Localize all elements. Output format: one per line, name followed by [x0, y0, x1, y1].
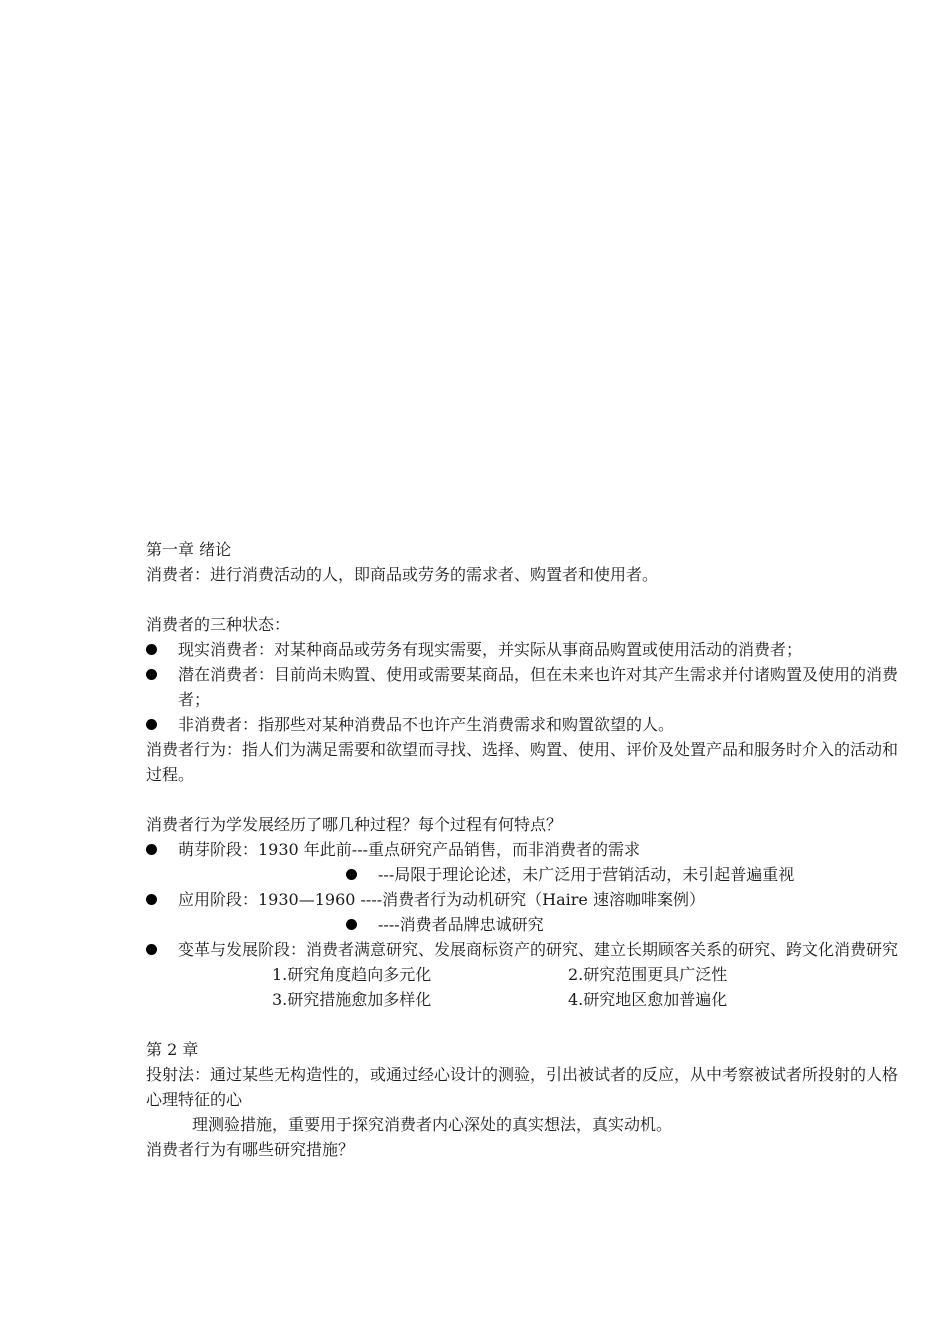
blank-line — [146, 787, 916, 812]
list-item — [146, 637, 898, 662]
blank-line — [146, 1012, 916, 1037]
list-item — [146, 712, 898, 737]
projective-definition: 投射法：通过某些无构造性的，或通过经心设计的测验，引出被试者的反应，从中考察被试者所投射的人格心理特征的心 — [146, 1065, 899, 1109]
bullet-icon — [146, 894, 157, 905]
stage-application-detail: ----消费者品牌忠诚研究 — [378, 915, 544, 934]
trend-item: 2.研究范围更具广泛性 — [568, 965, 728, 984]
consumer-definition: 消费者：进行消费活动的人，即商品或劳务的需求者、购置者和使用者。 — [146, 565, 659, 584]
behavior-definition: 消费者行为：指人们为满足需要和欲望而寻找、选择、购置、使用、评价及处置产品和服务时介入的活动和过程。 — [146, 740, 899, 784]
list-item — [146, 862, 916, 887]
trend-item: 3.研究措施愈加多样化 — [272, 990, 432, 1009]
list-item — [146, 662, 898, 712]
state-actual: 现实消费者：对某种商品或劳务有现实需要，并实际从事商品购置或使用活动的消费者； — [178, 640, 803, 659]
stage-sprout: 萌芽阶段：1930 年此前---重点研究产品销售，而非消费者的需求 — [178, 840, 641, 859]
chapter1-title: 第一章 绪论 — [146, 540, 232, 559]
projective-continuation: 理测验措施，重要用于探究消费者内心深处的真实想法，真实动机。 — [192, 1115, 673, 1134]
list-item — [146, 837, 916, 862]
state-potential: 潜在消费者：目前尚未购置、使用或需要某商品，但在未来也许对其产生需求并付诸购置及使用的消费者； — [178, 665, 899, 709]
bullet-icon — [146, 844, 157, 855]
methods-question: 消费者行为有哪些研究措施？ — [146, 1140, 355, 1159]
bullet-icon — [346, 869, 357, 880]
list-item — [146, 912, 916, 937]
trend-row — [146, 987, 916, 1012]
document-body — [146, 537, 916, 1162]
bullet-icon — [346, 919, 357, 930]
list-item — [146, 887, 916, 912]
trend-row — [146, 962, 916, 987]
bullet-icon — [146, 944, 157, 955]
bullet-icon — [146, 719, 157, 730]
states-heading: 消费者的三种状态： — [146, 615, 291, 634]
trend-item: 4.研究地区愈加普遍化 — [568, 990, 728, 1009]
stage-application: 应用阶段：1930—1960 ----消费者行为动机研究（Haire 速溶咖啡案例） — [178, 890, 705, 909]
state-non-consumer: 非消费者：指那些对某种消费品不也许产生消费需求和购置欲望的人。 — [178, 715, 675, 734]
bullet-icon — [146, 644, 157, 655]
list-item — [146, 937, 916, 962]
blank-line — [146, 587, 916, 612]
development-question: 消费者行为学发展经历了哪几种过程？每个过程有何特点？ — [146, 815, 563, 834]
stage-reform: 变革与发展阶段：消费者满意研究、发展商标资产的研究、建立长期顾客关系的研究、跨文化消费研究 — [178, 940, 899, 959]
bullet-icon — [146, 669, 157, 680]
stage-sprout-detail: ---局限于理论论述，未广泛用于营销活动，未引起普遍重视 — [378, 865, 795, 884]
trend-item: 1.研究角度趋向多元化 — [272, 965, 432, 984]
chapter2-title: 第 2 章 — [146, 1040, 199, 1059]
